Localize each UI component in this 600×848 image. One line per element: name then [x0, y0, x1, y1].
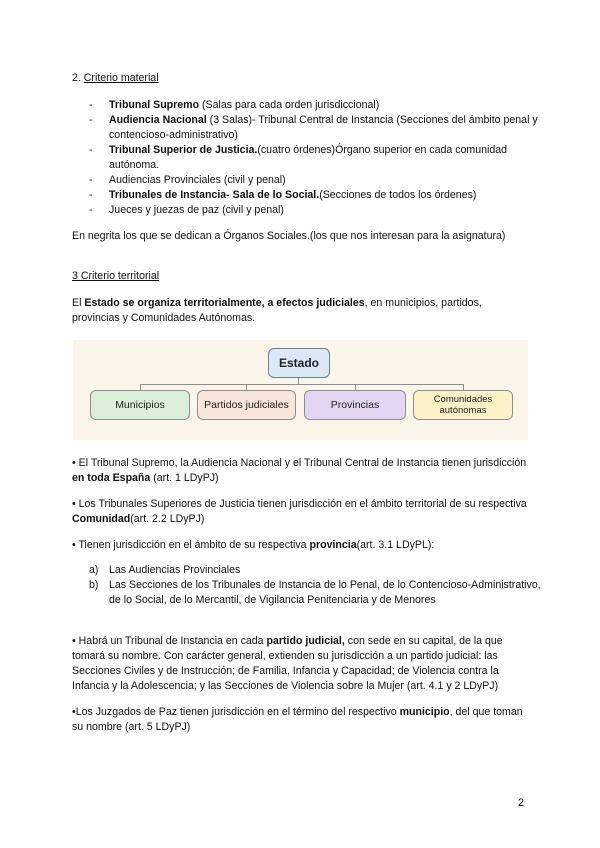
list-item: - Audiencias Provinciales (civil y penal)	[89, 173, 549, 188]
diagram-node-comunidades: Comunidades autónomas	[413, 390, 513, 420]
territorial-diagram	[73, 340, 528, 440]
list-item: a) Las Audiencias Provinciales	[89, 564, 241, 576]
list-item: b) Las Secciones de los Tribunales de Instancia de lo Penal, de lo Contencioso-Administrativo, de lo Social, de lo Mercantil, de Vigilancia Penitenciaria y de Menores	[89, 579, 541, 606]
list-item: - Jueces y juezas de paz (civil y penal)	[89, 203, 549, 218]
bullet-comunidad: • Los Tribunales Superiores de Justicia tienen jurisdicción en el ámbito territorial de su respectiva Comunidad(art. 2.2 LDyPJ)	[72, 498, 527, 525]
diagram-node-partidos: Partidos judiciales	[197, 390, 296, 420]
list-item: - Tribunal Superior de Justicia.(cuatro órdenes)Órgano superior en cada comunidad autónoma.	[89, 143, 549, 173]
page-number: 2	[518, 797, 525, 809]
section-3-intro: El Estado se organiza territorialmente, a efectos judiciales, en municipios, partidos, provincias y Comunidades Autónomas.	[72, 297, 482, 324]
bold-note: En negrita los que se dedican a Órganos Sociales.(los que nos interesan para la asignatura)	[72, 230, 506, 242]
list-item: - Tribunal Supremo (Salas para cada orden jurisdiccional)	[89, 98, 549, 113]
section-2-number: 2.	[72, 72, 84, 84]
provincia-sublist	[89, 563, 549, 608]
list-item: - Tribunales de Instancia- Sala de lo Social.(Secciones de todos los órdenes)	[89, 188, 549, 203]
diagram-node-provincias: Provincias	[304, 390, 406, 420]
section-3-heading: 3 Criterio territorial	[72, 270, 160, 282]
section-2-heading	[72, 71, 159, 86]
bullet-provincia: • Tienen jurisdicción en el ámbito de su respectiva provincia(art. 3.1 LDyPL):	[72, 539, 435, 551]
list-item: - Audiencia Nacional (3 Salas)- Tribunal Central de Instancia (Secciones del ámbito penal y contencioso-administrativo)	[89, 113, 549, 143]
bullet-partido-judicial: • Habrá un Tribunal de Instancia en cada partido judicial, con sede en su capital, de la que tomará su nombre. Con carácter general, extienden su jurisdicción a un partido judicial: las Secciones Civiles y de Instrucción; de Familia, Infancia y Capacidad; de Violencia contra la Infancia y la Adolescencia; y las Secciones de Violencia sobre la Mujer (art. 4.1 y 2 LDyPJ)	[72, 635, 503, 692]
section-2-title: Criterio material	[83, 72, 159, 84]
bullet-toda-espana: • El Tribunal Supremo, la Audiencia Nacional y el Tribunal Central de Instancia tienen jurisdicción en toda España (art. 1 LDyPJ)	[72, 457, 527, 484]
bullet-municipio: •Los Juzgados de Paz tienen jurisdicción en el término del respectivo municipio, del que toman su nombre (art. 5 LDyPJ)	[72, 706, 523, 733]
diagram-node-municipios: Municipios	[90, 390, 190, 420]
court-list	[89, 98, 549, 218]
diagram-root-estado: Estado	[268, 348, 330, 378]
